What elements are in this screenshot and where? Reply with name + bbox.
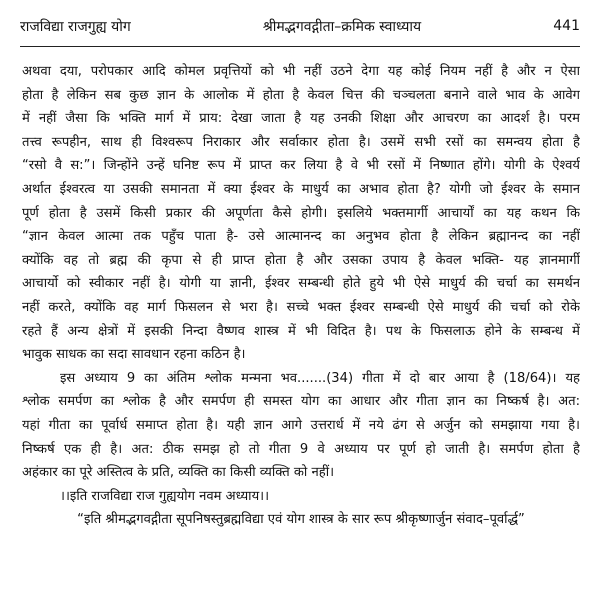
text-line: नहीं करते, क्योंकि वह मार्ग फिसलन से भरा है। सच्चे भक्त ईश्वर सम्बन्धी ऐसे माधुर्य की चर्चा को रोके [22,299,580,315]
text-line: अर्थात ईश्वरत्व या उसकी समानता में क्या ईश्वर के माधुर्य का अभाव होता है? योगी जो ईश्वर के समान [22,181,580,197]
chapter-colophon: ।।इति राजविद्या राज गुह्ययोग नवम अध्याय।। [60,488,270,504]
text-line: में नहीं जैसा कि भक्ति मार्ग में प्राय: देखा जाता है यह उनकी शिक्षा और आचरण का आदर्श है। परम [22,111,580,127]
paragraph-1 [22,60,580,367]
running-header [20,14,580,38]
text-line: तत्त्व रूपहीन, साथ ही विश्वरूप निराकार और सर्वाकार होता है। उसमें सभी रसों का समन्वय होता है [22,134,580,150]
text-line: निष्कर्ष एक ही है। अत: ठीक समझ हो तो गीता 9 वे अध्याय पर पूर्ण हो जाती है। समर्पण होता है [22,441,580,457]
text-line: यहां गीता का पूर्वार्ध समाप्त होता है। यही ज्ञान आगे उत्तरार्ध में नये ढंग से अर्जुन को समझाया गया है। [22,417,580,433]
book-title: श्रीमद्भगवद्गीता–क्रमिक स्वाध्याय [262,18,422,35]
text-line: अहंकार का पूरे अस्तित्व के प्रति, व्यक्ति का किसी व्यक्ति को नहीं। [22,465,335,481]
page-body [22,60,580,532]
text-line: होता है लेकिन सब कुछ ज्ञान के आलोक में होता है केवल चित्त की चञ्चलता बनाने वाले भाव के आवेग [22,87,580,103]
text-line: पूर्ण होता है उसमें किसी प्रकार की अपूर्णता कैसे होगी। इसलिये भक्तमार्गी आचार्यों का यह कथन कि [22,205,580,221]
chapter-title: राजविद्या राजगुह्य योग [20,18,131,35]
header-rule [20,46,580,47]
text-line: क्योंकि वह तो ब्रह्म की कृपा से ही प्राप्त होता है और उसका उपाय है केवल भक्ति- यह ज्ञानमार्गी [22,252,580,268]
paragraph-2 [22,367,580,485]
text-line: इस अध्याय 9 का अंतिम श्लोक मन्मना भव.......(34) गीता में दो बार आया है (18/64)। यह [60,370,580,386]
text-line: आचार्यो को स्वीकार नहीं है। योगी या ज्ञानी, ईश्वर सम्बन्धी होते हुये भी ऐसे माधुर्य की चर्चा का समर्थन [22,276,580,292]
page-number: 441 [553,18,580,34]
text-line: भावुक साधक का सदा सावधान रहना कठिन है। [22,347,246,363]
text-line: रहते हैं अन्य क्षेत्रों में इसकी निन्दा वैष्णव शास्त्र में भी विदित है। पथ के फिसलाऊ होने के सम्बन्ध में [22,323,580,339]
section-colophon: “इति श्रीमद्भगवद्गीता सूपनिषस्तुब्रह्मविद्या एवं योग शास्त्र के सार रूप श्रीकृष्णार्जुन संवाद–पूर्वार्द्ध” [77,512,525,528]
text-line: अथवा दया, परोपकार आदि कोमल प्रवृत्तियों को भी नहीं उठने देगा यह कोई नियम नहीं है और न ऐसा [22,64,580,79]
text-line: श्लोक समर्पण का श्लोक है और समर्पण ही समस्त योग का आधार और गीता ज्ञान का निष्कर्ष है। अत: [22,394,580,410]
text-line: “रसो वै स:”। जिन्होंने उन्हें घनिष्ट रूप में प्राप्त कर लिया है वे भी रसों में निष्णात होंगे। योगी के ऐश्वर्य [22,158,580,174]
text-line: “ज्ञान केवल आत्मा तक पहुँच पाता है- उसे आत्मानन्द का अनुभव होता है लेकिन ब्रह्मानन्द का नहीं [22,229,580,245]
